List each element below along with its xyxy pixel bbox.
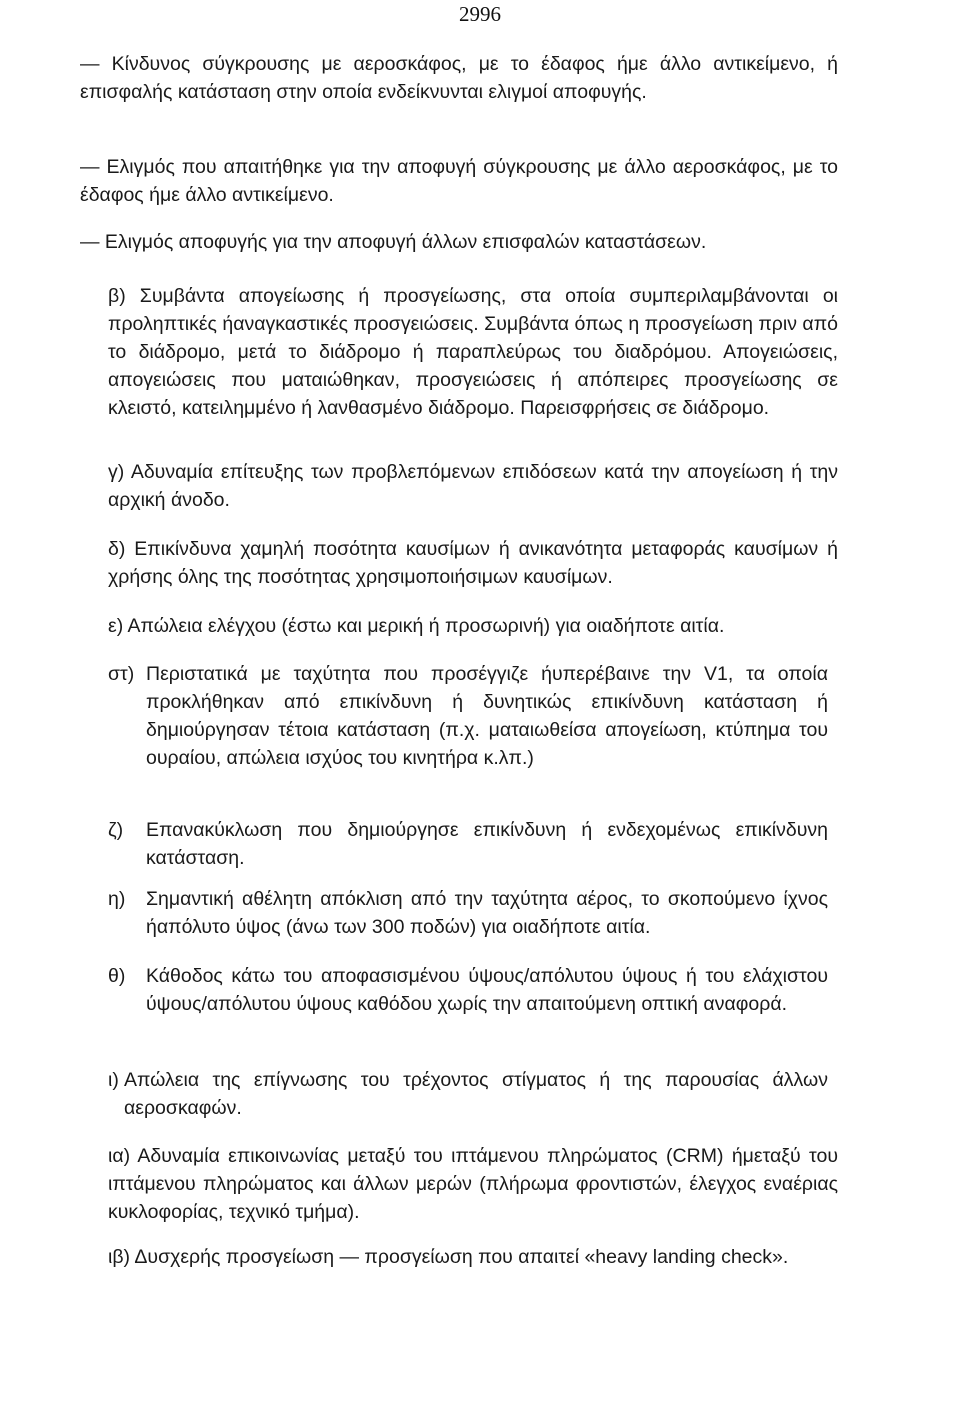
item-theta-text: Κάθοδος κάτω του αποφασισμένου ύψους/απόλυτου ύψους ή του ελάχιστου ύψους/απόλυτου ύψους καθόδου χωρίς την απαιτούμενη οπτική αναφορά. [146,965,828,1015]
item-eta [108,885,828,941]
item-zeta [108,816,828,872]
paragraph-unsafe-avoidance: — Ελιγμός αποφυγής για την αποφυγή άλλων επισφαλών καταστάσεων. [80,231,707,253]
item-theta-label: θ) [108,965,126,987]
item-eta-label: η) [108,888,126,910]
item-iota-label: ι) [108,1069,119,1091]
item-stigma-text: Περιστατικά με ταχύτητα που προσέγγιζε ήυπερέβαινε την V1, τα οποία προκλήθηκαν από επικίνδυνη ή δυνητικώς επικίνδυνη κατάσταση ή δημιούργησαν τέτοια κατάσταση (π.χ. ματαιωθείσα απογείωση, κτύπημα του ουραίου, απώλεια ισχύος του κινητήρα κ.λπ.) [146,663,828,769]
item-iota-alpha: ια) Αδυναμία επικοινωνίας μεταξύ του ιπτάμενου πληρώματος (CRM) ήμεταξύ του ιπτάμενου πληρώματος και άλλων μερών (πλήρωμα φροντιστών, έλεγχος εναέριας κυκλοφορίας, τεχνικό τμήμα). [108,1145,838,1223]
item-iota-text: Απώλεια της επίγνωσης του τρέχοντος στίγματος ή της παρουσίας άλλων αεροσκαφών. [124,1069,828,1119]
item-iota-beta: ιβ) Δυσχερής προσγείωση — προσγείωση που απαιτεί «heavy landing check». [108,1246,789,1268]
item-epsilon: ε) Απώλεια ελέγχου (έστω και μερική ή προσωρινή) για οιαδήποτε αιτία. [108,615,725,637]
paragraph-avoidance-maneuver: — Ελιγμός που απαιτήθηκε για την αποφυγή σύγκρουσης με άλλο αεροσκάφος, με το έδαφος ήμε άλλο αντικείμενο. [80,156,838,206]
item-eta-text: Σημαντική αθέλητη απόκλιση από την ταχύτητα αέρος, το σκοπούμενο ίχνος ήαπόλυτο ύψος (άνω των 300 ποδών) για οιαδήποτε αιτία. [146,888,828,938]
item-gamma: γ) Αδυναμία επίτευξης των προβλεπόμενων επιδόσεων κατά την απογείωση ή την αρχική άνοδο. [108,461,838,511]
item-delta: δ) Επικίνδυνα χαμηλή ποσότητα καυσίμων ή ανικανότητα μεταφοράς καυσίμων ή χρήσης όλης της ποσότητας χρησιμοποιήσιμων καυσίμων. [108,538,838,588]
item-beta: β) Συμβάντα απογείωσης ή προσγείωσης, στα οποία συμπεριλαμβάνονται οι προληπτικές ήαναγκαστικές προσγειώσεις. Συμβάντα όπως η προσγείωση πριν από το διάδρομο, μετά το διάδρομο ή παραπλεύρως του διαδρόμου. Απογειώσεις, απογειώσεις που ματαιώθηκαν, προσγειώσεις ή απόπειρες προσγείωσης σε κλειστό, κατειλημμένο ή λανθασμένο διάδρομο. Παρεισφρήσεις σε διάδρομο. [108,285,838,419]
item-stigma-label: στ) [108,663,135,685]
item-zeta-label: ζ) [108,819,124,841]
item-stigma [108,660,828,772]
paragraph-collision-risk: — Κίνδυνος σύγκρουσης με αεροσκάφος, με το έδαφος ήμε άλλο αντικείμενο, ή επισφαλής κατάσταση στην οποία ενδείκνυνται ελιγμοί αποφυγής. [80,53,838,103]
page-number: 2996 [459,2,501,26]
item-iota [108,1066,828,1122]
item-zeta-text: Επανακύκλωση που δημιούργησε επικίνδυνη ή ενδεχομένως επικίνδυνη κατάσταση. [146,819,828,869]
item-theta [108,962,828,1018]
